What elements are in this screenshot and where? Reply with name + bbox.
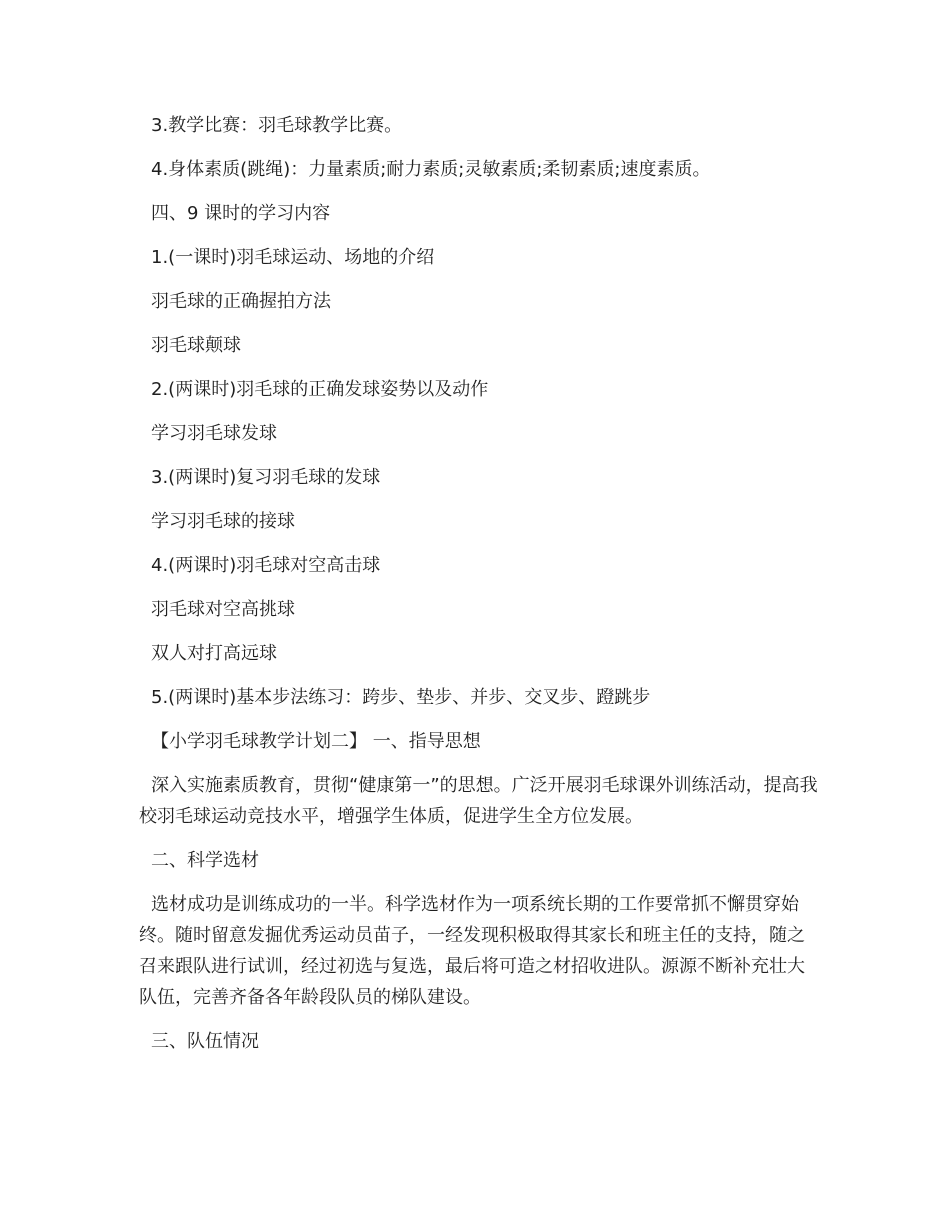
guiding-ideology-paragraph: 深入实施素质教育，贯彻“健康第一”的思想。广泛开展羽毛球课外训练活动，提高我校羽毛球运动竞技水平，增强学生体质，促进学生全方位发展。 — [139, 775, 818, 827]
section-heading-learning-content: 四、9 课时的学习内容 — [151, 203, 331, 224]
paragraph-fitness-item: 4.身体素质(跳绳)：力量素质;耐力素质;灵敏素质;柔韧素质;速度素质。 — [151, 159, 711, 180]
plan-two-heading: 【小学羽毛球教学计划二】 一、指导思想 — [151, 731, 481, 752]
lesson-subitem-receive: 学习羽毛球的接球 — [151, 511, 295, 532]
lesson-item-2: 2.(两课时)羽毛球的正确发球姿势以及动作 — [151, 379, 489, 400]
section-heading-selection: 二、科学选材 — [151, 850, 259, 871]
lesson-subitem-high-lift: 羽毛球对空高挑球 — [151, 599, 295, 620]
section-heading-team: 三、队伍情况 — [151, 1031, 259, 1052]
lesson-subitem-serve: 学习羽毛球发球 — [151, 423, 277, 444]
lesson-item-5: 5.(两课时)基本步法练习：跨步、垫步、并步、交叉步、蹬跳步 — [151, 687, 651, 708]
lesson-item-4: 4.(两课时)羽毛球对空高击球 — [151, 555, 381, 576]
lesson-subitem-grip: 羽毛球的正确握拍方法 — [151, 291, 331, 312]
selection-paragraph: 选材成功是训练成功的一半。科学选材作为一项系统长期的工作要常抓不懈贯穿始终。随时留意发掘优秀运动员苗子，一经发现积极取得其家长和班主任的支持，随之召来跟队进行试训，经过初选与复选，最后将可造之材招收进队。源源不断补充壮大队伍，完善齐备各年龄段队员的梯队建设。 — [139, 894, 805, 1008]
lesson-item-1: 1.(一课时)羽毛球运动、场地的介绍 — [151, 247, 435, 268]
lesson-subitem-doubles-clear: 双人对打高远球 — [151, 643, 277, 664]
lesson-item-3: 3.(两课时)复习羽毛球的发球 — [151, 467, 381, 488]
document-body — [139, 110, 819, 1070]
lesson-subitem-bounce: 羽毛球颠球 — [151, 335, 241, 356]
paragraph-match-item: 3.教学比赛：羽毛球教学比赛。 — [151, 115, 403, 136]
